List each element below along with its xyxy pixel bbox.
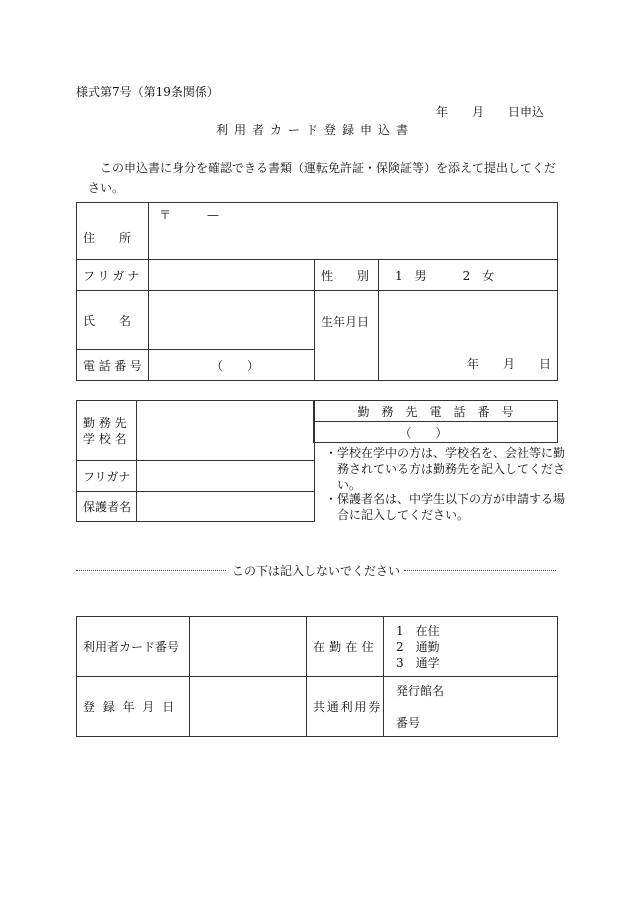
form-title: 利用者カード登録申込書 xyxy=(215,123,414,137)
address-label: 住 所 xyxy=(77,203,149,260)
work-phone-field[interactable] xyxy=(314,422,558,443)
workplace-table xyxy=(76,400,315,522)
guardian-field[interactable] xyxy=(137,492,315,522)
office-use-table xyxy=(76,616,558,737)
birth-ymd: 年 月 日 xyxy=(466,357,551,371)
phone-paren: （ ） xyxy=(211,358,260,373)
note-workplace: ・学校在学中の方は、学校名を、会社等に勤務されている方は勤務先を記入してください。 xyxy=(325,446,566,492)
gender-label: 性 別 xyxy=(315,260,379,291)
gender-options[interactable]: 1 男 2 女 xyxy=(379,260,558,291)
phone-label: 電話番号 xyxy=(77,350,149,381)
divider-text: この下は記入しないでください xyxy=(232,564,401,578)
name-field[interactable] xyxy=(149,291,315,350)
card-number-label: 利用者カード番号 xyxy=(77,617,190,677)
residence-option-2: 2 通勤 xyxy=(396,639,440,654)
note-guardian: ・保護者名は、中学生以下の方が申請する場合に記入してください。 xyxy=(325,492,566,522)
birth-label: 生年月日 xyxy=(315,291,379,381)
address-field[interactable] xyxy=(149,203,558,260)
shared-ticket-label: 共通利用券 xyxy=(307,677,384,737)
residence-label: 在勤在住 xyxy=(307,617,384,677)
applicant-table xyxy=(76,202,558,381)
residence-option-1: 1 在住 xyxy=(396,623,440,638)
divider-line-right xyxy=(404,570,556,571)
shared-ticket-field[interactable] xyxy=(384,677,558,737)
guardian-label: 保護者名 xyxy=(77,492,137,522)
furigana-label: フリガナ xyxy=(77,260,149,291)
residence-options[interactable] xyxy=(384,617,558,677)
work-phone-label: 勤 務 先 電 話 番 号 xyxy=(314,401,558,422)
intro-text: この申込書に身分を確認できる書類（運転免許証・保険証等）を添えて提出してください。 xyxy=(88,161,557,195)
application-date-line: 年 月 日申込 xyxy=(436,105,545,119)
form-number: 様式第7号（第19条関係） xyxy=(76,85,219,99)
ticket-number-label: 番号 xyxy=(396,716,421,730)
name-label: 氏 名 xyxy=(77,291,149,350)
workplace-furigana-label: フリガナ xyxy=(77,461,137,492)
workplace-furigana-field[interactable] xyxy=(137,461,315,492)
workplace-field[interactable] xyxy=(137,401,315,461)
work-phone-paren: （ ） xyxy=(399,425,448,440)
card-number-field[interactable] xyxy=(190,617,307,677)
issuer-label: 発行館名 xyxy=(396,684,445,698)
divider-line-left xyxy=(76,570,226,571)
registration-date-label: 登録年月日 xyxy=(77,677,190,737)
birth-date-field[interactable] xyxy=(379,291,558,381)
workplace-label-line1: 勤 務 先 xyxy=(83,415,127,430)
registration-date-field[interactable] xyxy=(190,677,307,737)
workplace-label xyxy=(77,401,137,461)
residence-option-3: 3 通学 xyxy=(396,655,440,670)
phone-field[interactable] xyxy=(149,350,315,381)
workplace-label-line2: 学 校 名 xyxy=(83,431,127,446)
postal-mark: 〒 — xyxy=(159,208,220,222)
work-phone-table xyxy=(313,400,558,443)
furigana-field[interactable] xyxy=(149,260,315,291)
